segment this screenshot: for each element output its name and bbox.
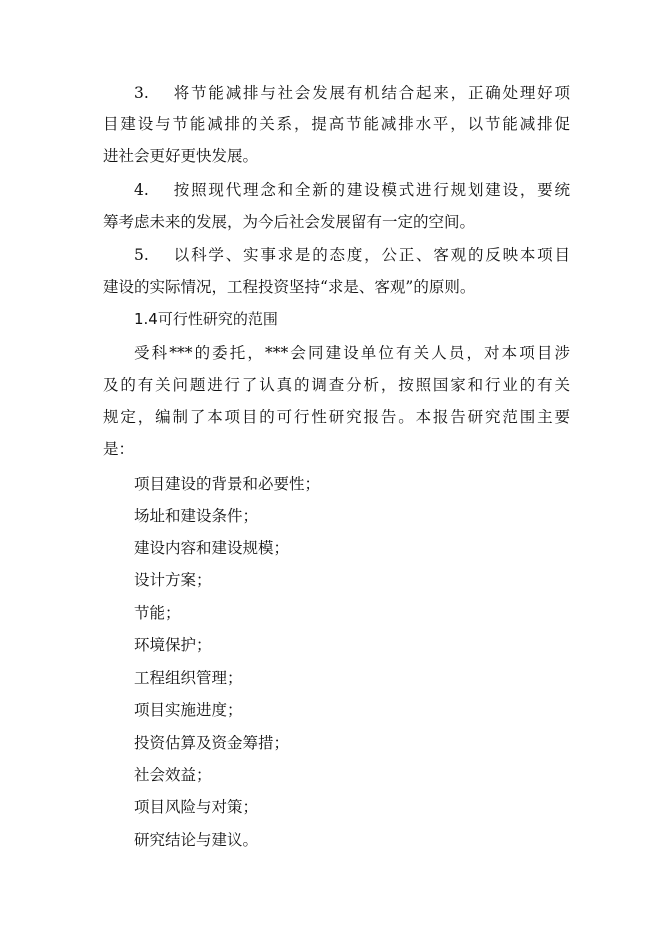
scope-list-item: 社会效益； (134, 766, 212, 784)
scope-list-item: 环境保护； (134, 636, 212, 654)
paragraph-5-line-2: 建设的实际情况，工程投资坚持“求是、客观”的原则。 (103, 278, 476, 296)
section-heading: 1.4可行性研究的范围 (134, 310, 278, 328)
intro-line-2: 及的有关问题进行了认真的调查分析，按照国家和行业的有关 (103, 376, 570, 394)
paragraph-3-number: 3. (134, 84, 149, 102)
paragraph-3-line-1: 3. 将节能减排与社会发展有机结合起来，正确处理好项 (134, 84, 570, 102)
scope-list-item: 项目建设的背景和必要性； (134, 475, 321, 493)
scope-list-item: 投资估算及资金筹措； (134, 734, 290, 752)
paragraph-4-line-1: 4. 按照现代理念和全新的建设模式进行规划建设，要统 (134, 181, 570, 199)
scope-list-item: 设计方案； (134, 571, 212, 589)
paragraph-3-line-3: 进社会更好更快发展。 (103, 147, 259, 165)
scope-list-item: 场址和建设条件； (134, 507, 259, 525)
paragraph-5-number: 5. (134, 246, 149, 264)
paragraph-4-line-2: 筹考虑未来的发展，为今后社会发展留有一定的空间。 (103, 213, 476, 231)
intro-line-4: 是： (103, 440, 135, 458)
scope-list-item: 项目实施进度； (134, 701, 243, 719)
scope-list-item: 研究结论与建议。 (134, 831, 259, 849)
scope-list-item: 建设内容和建设规模； (134, 539, 290, 557)
intro-line-3: 规定，编制了本项目的可行性研究报告。本报告研究范围主要 (103, 408, 570, 426)
scope-list-item: 工程组织管理； (134, 669, 243, 687)
intro-line-1: 受科***的委托，***会同建设单位有关人员，对本项目涉 (134, 344, 570, 362)
paragraph-3-line-2: 目建设与节能减排的关系，提高节能减排水平，以节能减排促 (103, 115, 570, 133)
scope-list-item: 项目风险与对策； (134, 798, 259, 816)
scope-list-item: 节能； (134, 604, 181, 622)
paragraph-4-number: 4. (134, 181, 149, 199)
paragraph-5-line-1: 5. 以科学、实事求是的态度，公正、客观的反映本项目 (134, 246, 570, 264)
